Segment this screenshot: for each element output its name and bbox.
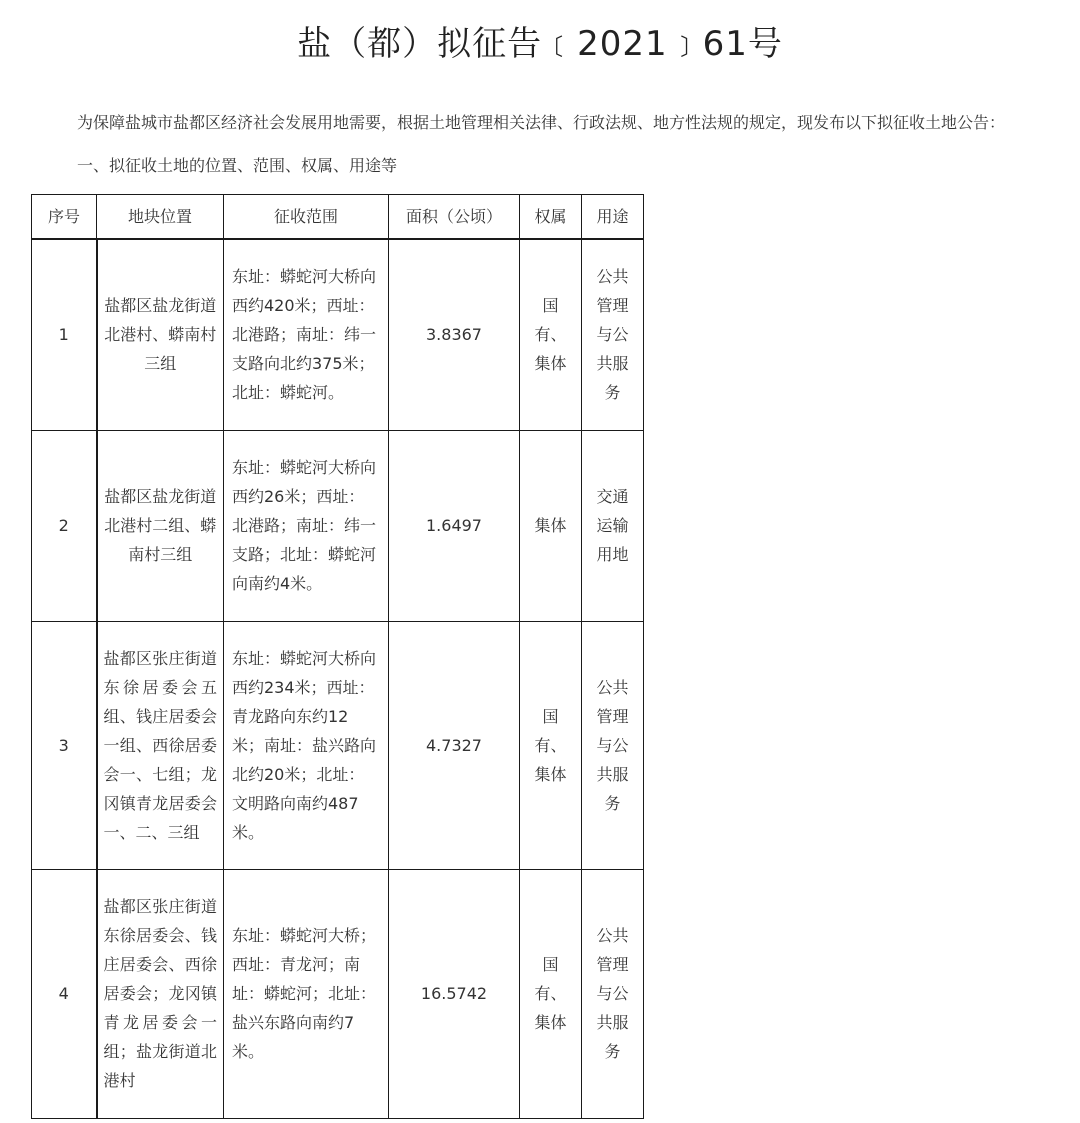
- cell-use: 交通运输用地: [582, 430, 644, 621]
- cell-area: 16.5742: [389, 869, 520, 1118]
- intro-paragraph: 为保障盐城市盐都区经济社会发展用地需要，根据土地管理相关法律、行政法规、地方性法规的规定，现发布以下拟征收土地公告：: [77, 113, 1006, 132]
- table-row: [32, 239, 644, 430]
- cell-ownership: 集体: [520, 430, 582, 621]
- cell-location: 盐都区张庄街道东徐居委会五组、钱庄居委会一组、西徐居委会一、七组；龙冈镇青龙居委会一、二、三组: [97, 621, 224, 869]
- cell-use: 公共管理与公共服务: [582, 621, 644, 869]
- section-heading: 一、拟征收土地的位置、范围、权属、用途等: [77, 156, 398, 175]
- header-location: 地块位置: [97, 195, 224, 240]
- cell-seq: 1: [32, 239, 97, 430]
- cell-area: 4.7327: [389, 621, 520, 869]
- table-row: [32, 869, 644, 1118]
- header-area: 面积（公顷）: [389, 195, 520, 240]
- cell-area: 1.6497: [389, 430, 520, 621]
- cell-location: 盐都区盐龙街道北港村、蟒南村三组: [97, 239, 224, 430]
- header-use: 用途: [582, 195, 644, 240]
- cell-ownership: 国有、集体: [520, 869, 582, 1118]
- cell-location: 盐都区张庄街道东徐居委会、钱庄居委会、西徐居委会；龙冈镇青龙居委会一组；盐龙街道北港村: [97, 869, 224, 1118]
- table-row: [32, 621, 644, 869]
- cell-use: 公共管理与公共服务: [582, 239, 644, 430]
- header-scope: 征收范围: [224, 195, 389, 240]
- cell-seq: 3: [32, 621, 97, 869]
- table-row: [32, 430, 644, 621]
- cell-scope: 东址：蟒蛇河大桥向西约234米；西址：青龙路向东约12米；南址：盐兴路向北约20米；北址：文明路向南约487米。: [224, 621, 389, 869]
- cell-area: 3.8367: [389, 239, 520, 430]
- cell-scope: 东址：蟒蛇河大桥向西约420米；西址：北港路；南址：纬一支路向北约375米；北址：蟒蛇河。: [224, 239, 389, 430]
- header-ownership: 权属: [520, 195, 582, 240]
- table-header-row: [32, 195, 644, 240]
- land-expropriation-table: [31, 194, 644, 1119]
- cell-ownership: 国有、集体: [520, 239, 582, 430]
- cell-ownership: 国有、集体: [520, 621, 582, 869]
- cell-scope: 东址：蟒蛇河大桥向西约26米；西址：北港路；南址：纬一支路；北址：蟒蛇河向南约4米。: [224, 430, 389, 621]
- page-title: 盐（都）拟征告﹝2021﹞61号: [297, 24, 783, 64]
- cell-use: 公共管理与公共服务: [582, 869, 644, 1118]
- cell-location: 盐都区盐龙街道北港村二组、蟒南村三组: [97, 430, 224, 621]
- cell-scope: 东址：蟒蛇河大桥；西址：青龙河；南址：蟒蛇河；北址：盐兴东路向南约7米。: [224, 869, 389, 1118]
- cell-seq: 2: [32, 430, 97, 621]
- header-seq: 序号: [32, 195, 97, 240]
- cell-seq: 4: [32, 869, 97, 1118]
